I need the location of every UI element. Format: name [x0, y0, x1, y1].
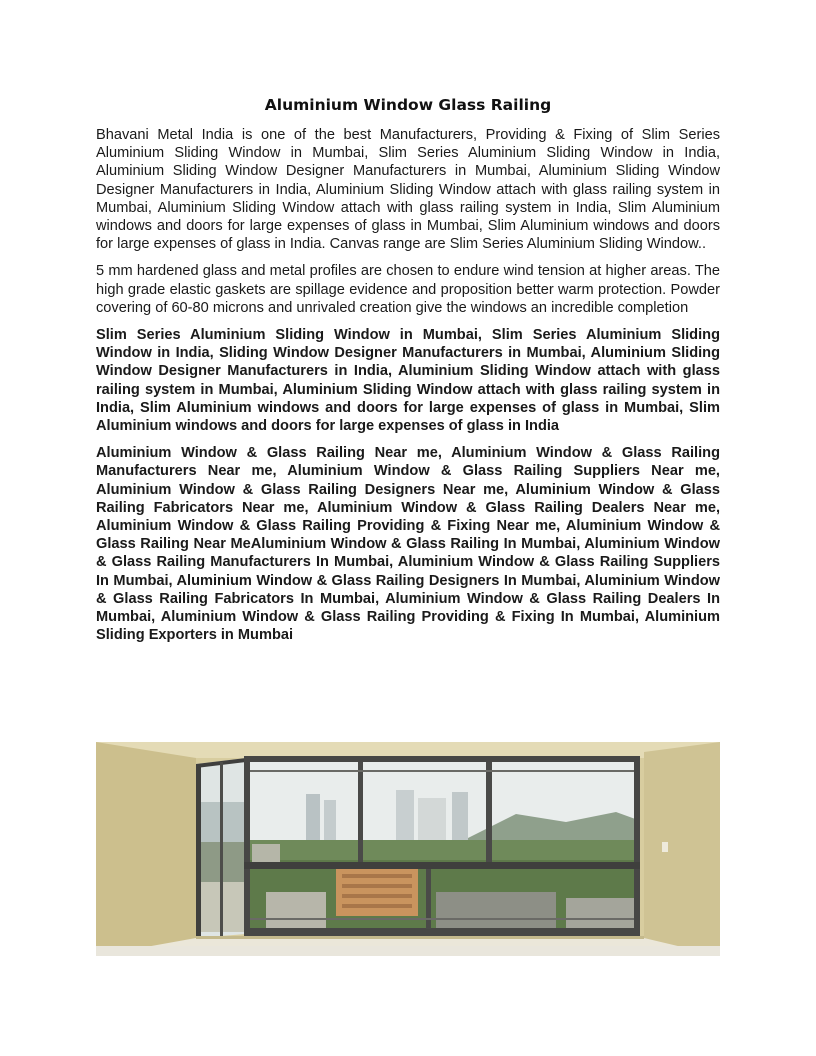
- intro-paragraph: Bhavani Metal India is one of the best Manufacturers, Providing & Fixing of Slim Series Aluminium Sliding Window in Mumbai, Slim Series Aluminium Sliding Window in India, Aluminium Sliding Window Designer Manufacturers in Mumbai, Aluminium Sliding Window Designer Manufacturers in India, Aluminium Sliding Window attach with glass railing system in Mumbai, Aluminium Sliding Window attach with glass railing system in India, Slim Aluminium windows and doors for large expenses of glass in Mumbai, Slim Aluminium windows and doors for large expenses of glass in India. Canvas range are Slim Series Aluminium Sliding Window..: [96, 127, 720, 253]
- window-photo: [96, 742, 720, 956]
- near-me-keywords-paragraph: Aluminium Window & Glass Railing Near me, Aluminium Window & Glass Railing Manufacturers Near me, Aluminium Window & Glass Railing Suppliers Near me, Aluminium Window & Glass Railing Designers Near me, Aluminium Window & Glass Railing Fabricators Near me, Aluminium Window & Glass Railing Dealers Near me, Aluminium Window & Glass Railing Providing & Fixing Near me, Aluminium Window & Glass Railing Near MeAluminium Window & Glass Railing In Mumbai, Aluminium Window & Glass Railing Manufacturers In Mumbai, Aluminium Window & Glass Railing Suppliers In Mumbai, Aluminium Window & Glass Railing Designers In Mumbai, Aluminium Window & Glass Railing Fabricators In Mumbai, Aluminium Window & Glass Railing Dealers In Mumbai, Aluminium Window & Glass Railing Providing & Fixing In Mumbai, Aluminium Sliding Exporters in Mumbai: [96, 445, 720, 644]
- specs-paragraph: 5 mm hardened glass and metal profiles are chosen to endure wind tension at higher areas. The high grade elastic gaskets are spillage evidence and proposition better warm protection. Powder covering of 60-80 microns and unrivaled creation give the windows an incredible completion: [96, 263, 720, 316]
- document-page: [96, 96, 720, 653]
- keywords-paragraph: Slim Series Aluminium Sliding Window in Mumbai, Slim Series Aluminium Sliding Window in India, Sliding Window Designer Manufacturers in Mumbai, Aluminium Sliding Window Designer Manufacturers in India, Aluminium Sliding Window attach with glass railing system in Mumbai, Aluminium Sliding Window attach with glass railing system in India, Slim Aluminium windows and doors for large expenses of glass in Mumbai, Slim Aluminium windows and doors for large expenses of glass in India: [96, 327, 720, 435]
- page-title: Aluminium Window Glass Railing: [264, 96, 552, 114]
